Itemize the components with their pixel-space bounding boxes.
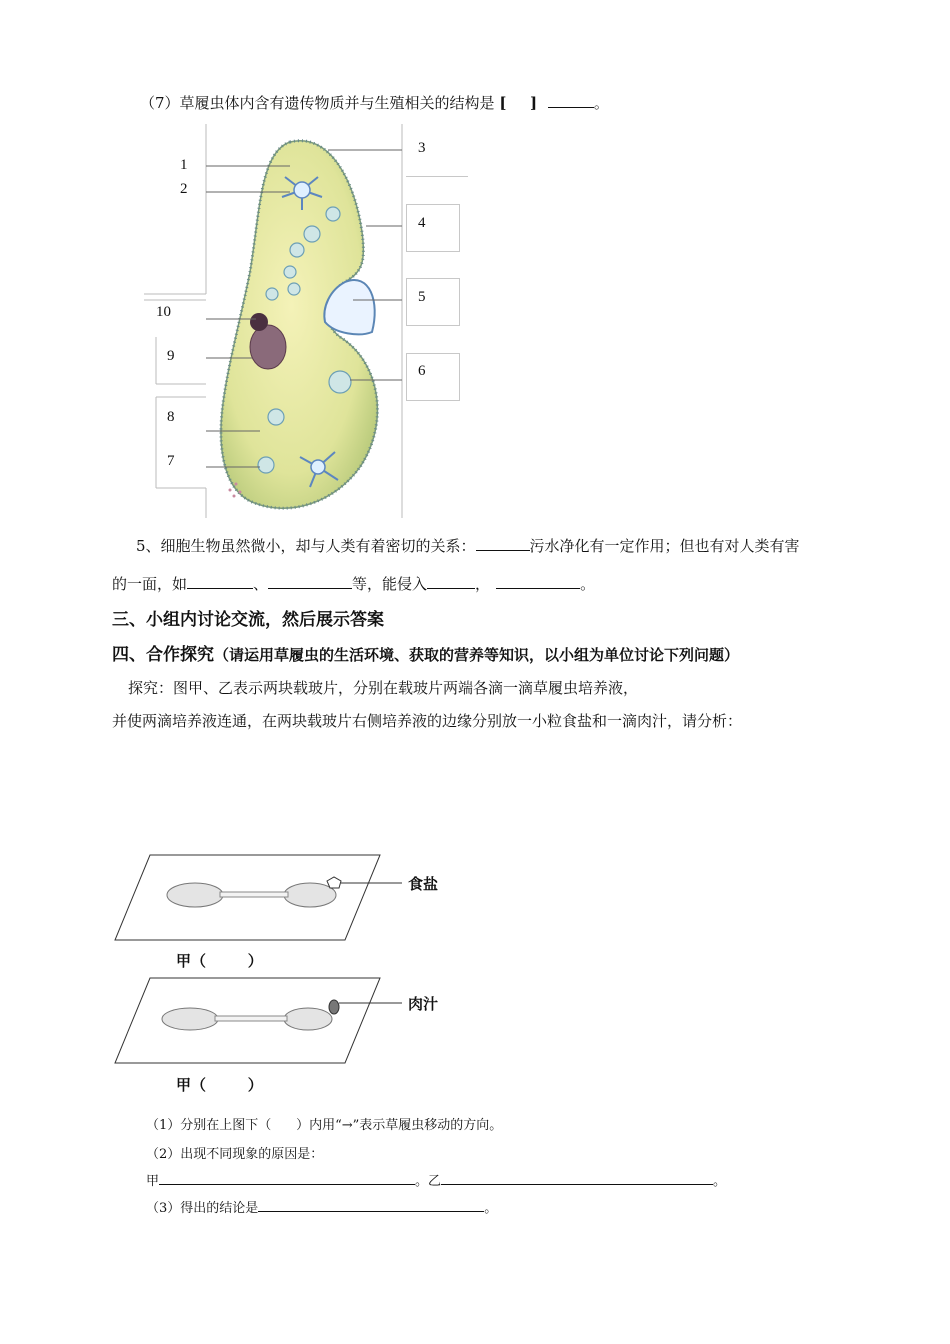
answer-blank-q5-1[interactable] xyxy=(476,536,530,551)
explore-line-2: 并使两滴培养液连通，在两块载玻片右侧培养液的边缘分别放一小粒食盐和一滴肉汁，请分析： xyxy=(112,712,743,730)
diagram-label-3: 3 xyxy=(418,140,426,156)
question-5-line1: 5、细胞生物虽然微小，却与人类有着密切的关系： 污水净化有一定作用；但也有对人类有害 xyxy=(136,537,800,555)
slide-2-caption: 甲（ ） xyxy=(176,1076,263,1094)
answer-blank-q7[interactable] xyxy=(548,93,594,108)
answer-box-6[interactable] xyxy=(406,353,460,401)
diagram-label-2: 2 xyxy=(180,181,188,197)
meat-juice-label: 肉汁 xyxy=(408,995,439,1013)
question-7: （7）草履虫体内含有遗传物质并与生殖相关的结构是 [ ] 。 xyxy=(140,94,609,112)
diagram-label-5: 5 xyxy=(418,289,426,305)
diagram-label-4: 4 xyxy=(418,215,426,231)
answer-blank-jia[interactable] xyxy=(159,1172,415,1185)
section-4-note: （请运用草履虫的生活环境、获取的营养等知识，以小组为单位讨论下列问题） xyxy=(214,646,740,664)
answer-box-5[interactable] xyxy=(406,278,460,326)
bracket-open: [ xyxy=(499,94,507,112)
section-3-heading: 三、小组内讨论交流，然后展示答案 xyxy=(112,610,384,630)
explore-line-1: 探究：图甲、乙表示两块载玻片，分别在载玻片两端各滴一滴草履虫培养液， xyxy=(128,679,639,697)
salt-label: 食盐 xyxy=(408,875,439,893)
diagram-label-1: 1 xyxy=(180,157,188,173)
section-4-heading xyxy=(112,640,739,665)
answer-box-4[interactable] xyxy=(406,204,460,252)
diagram-label-8: 8 xyxy=(167,409,175,425)
section-4-title: 四、合作探究 xyxy=(112,645,214,665)
bracket-close: ] xyxy=(530,94,538,112)
paramecium-diagram xyxy=(140,122,480,522)
diagram-label-7: 7 xyxy=(167,453,175,469)
slide-question-2: （2）出现不同现象的原因是： xyxy=(146,1147,324,1162)
question-7-text: （7）草履虫体内含有遗传物质并与生殖相关的结构是 xyxy=(140,94,495,112)
answer-box-3[interactable] xyxy=(406,130,468,177)
slide-question-3: （3）得出的结论是 。 xyxy=(146,1201,498,1216)
slide-1-caption: 甲（ ） xyxy=(176,952,263,970)
answer-blank-q5-3[interactable] xyxy=(268,574,352,589)
slide-question-1: （1）分别在上图下（ ）内用“→”表示草履虫移动的方向。 xyxy=(146,1118,503,1133)
answer-blank-yi[interactable] xyxy=(441,1172,713,1185)
slide-question-2-answers: 甲 。乙 。 xyxy=(146,1174,727,1189)
answer-blank-q5-4[interactable] xyxy=(427,574,475,589)
slides-diagram xyxy=(110,845,460,1095)
answer-blank-q5-5[interactable] xyxy=(496,574,580,589)
answer-blank-q5-2[interactable] xyxy=(187,574,253,589)
diagram-label-10: 10 xyxy=(156,304,171,320)
answer-blank-conclusion[interactable] xyxy=(258,1199,484,1212)
diagram-label-9: 9 xyxy=(167,348,175,364)
diagram-label-6: 6 xyxy=(418,363,426,379)
question-5-line2: 的一面，如 、 等，能侵入 ， 。 xyxy=(112,575,596,593)
